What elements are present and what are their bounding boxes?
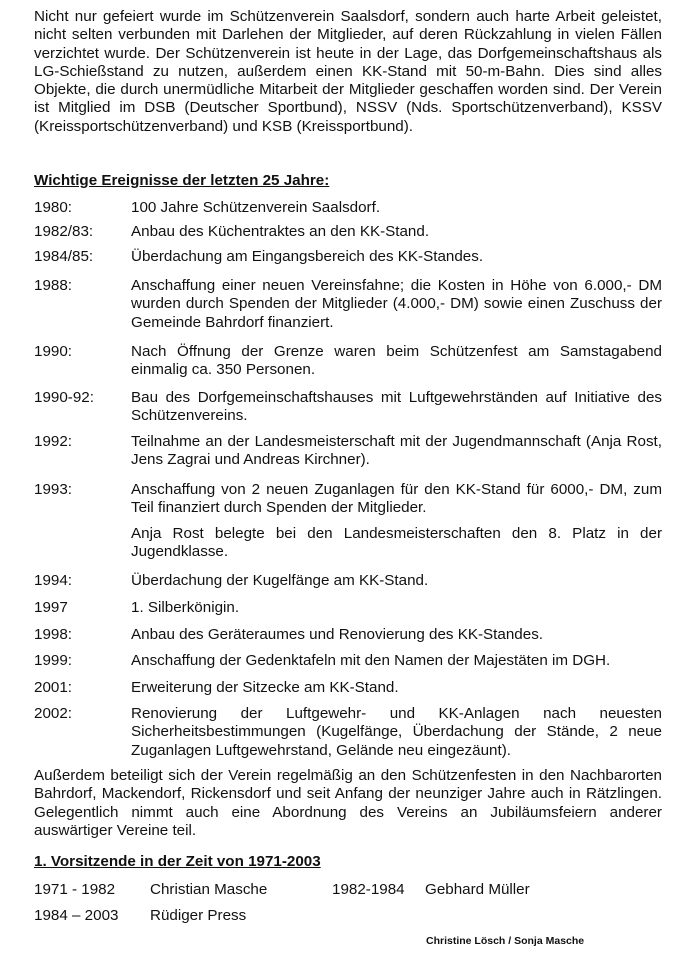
chair-name: Gebhard Müller xyxy=(425,881,530,898)
event-text: Überdachung am Eingangsbereich des KK-Standes. xyxy=(131,248,484,265)
chairs-heading: 1. Vorsitzende in der Zeit von 1971-2003 xyxy=(34,853,321,870)
chair-name: Rüdiger Press xyxy=(150,907,247,924)
event-text: Anbau des Küchentraktes an den KK-Stand. xyxy=(131,223,430,240)
event-date: 1998: xyxy=(34,626,73,643)
event-date: 1999: xyxy=(34,652,73,669)
event-date: 1988: xyxy=(34,277,73,294)
event-text: Teilnahme an der Landesmeisterschaft mit der Jugendmannschaft (Anja Rost, Jens Zagrai und Andreas Kirchner). xyxy=(131,433,662,469)
chair-name: Christian Masche xyxy=(150,881,268,898)
event-text: Anschaffung der Gedenktafeln mit den Namen der Majestäten im DGH. xyxy=(131,652,611,669)
event-date: 1982/83: xyxy=(34,223,94,240)
event-text: Anja Rost belegte bei den Landesmeisterschaften den 8. Platz in der Jugendklasse. xyxy=(131,525,662,561)
event-date: 1984/85: xyxy=(34,248,94,265)
author-signature: Christine Lösch / Sonja Masche xyxy=(426,935,585,947)
event-date: 1997 xyxy=(34,599,68,616)
event-text: 1. Silberkönigin. xyxy=(131,599,240,616)
event-date: 2002: xyxy=(34,705,73,722)
events-heading: Wichtige Ereignisse der letzten 25 Jahre: xyxy=(34,172,330,189)
event-date: 1992: xyxy=(34,433,73,450)
event-text: Anschaffung von 2 neuen Zuganlagen für den KK-Stand für 6000,- DM, zum Teil finanziert durch Spenden der Mitglieder. xyxy=(131,481,662,517)
event-text: 100 Jahre Schützenverein Saalsdorf. xyxy=(131,199,381,216)
event-date: 1993: xyxy=(34,481,73,498)
event-text: Nach Öffnung der Grenze waren beim Schützenfest am Samstagabend einmalig ca. 350 Personen. xyxy=(131,343,662,379)
event-text: Anbau des Geräteraumes und Renovierung des KK-Standes. xyxy=(131,626,544,643)
chair-period: 1982-1984 xyxy=(332,881,405,898)
event-text: Überdachung der Kugelfänge am KK-Stand. xyxy=(131,572,429,589)
outro-paragraph: Außerdem beteiligt sich der Verein regelmäßig an den Schützenfesten in den Nachbarorten Bahrdorf, Mackendorf, Rickensdorf und seit Anfang der neunziger Jahre auch in Rätzlingen. Gelegentlich nimmt auch eine Abordnung des Vereins an Jubiläumsfeiern anderer auswärtiger Vereine teil. xyxy=(34,767,662,839)
event-date: 1990: xyxy=(34,343,73,360)
chair-period: 1971 - 1982 xyxy=(34,881,116,898)
event-text: Anschaffung einer neuen Vereinsfahne; die Kosten in Höhe von 6.000,- DM wurden durch Spenden der Mitglieder (4.000,- DM) sowie einen Zuschuss der Gemeinde Bahrdorf finanziert. xyxy=(131,277,662,331)
event-text: Bau des Dorfgemeinschaftshauses mit Luftgewehrständen auf Initiative des Schützenvereins. xyxy=(131,389,662,425)
event-date: 2001: xyxy=(34,679,73,696)
event-date: 1980: xyxy=(34,199,73,216)
event-text: Renovierung der Luftgewehr- und KK-Anlagen nach neuesten Sicherheitsbestimmungen (Kugelfänge, Überdachung der Stände, 2 neue Zuganlagen Luftgewehrstand, Gelände neu eingezäunt). xyxy=(131,705,662,759)
chair-period: 1984 – 2003 xyxy=(34,907,119,924)
event-date: 1994: xyxy=(34,572,73,589)
intro-paragraph: Nicht nur gefeiert wurde im Schützenverein Saalsdorf, sondern auch harte Arbeit geleistet, nicht selten verbunden mit Darlehen der Mitglieder, auf deren Rückzahlung in vielen Fällen verzichtet wurde. Der Schützenverein ist heute in der Lage, das Dorfgemeinschaftshaus als LG-Schießstand zu nutzen, außerdem einen KK-Stand mit 50-m-Bahn. Dies sind alles Objekte, die durch unermüdliche Mitarbeit der Mitglieder geschaffen worden sind. Der Verein ist Mitglied im DSB (Deutscher Sportbund), NSSV (Nds. Sportschützenverband), KSSV (Kreissportschützenverband) und KSB (Kreissportbund). xyxy=(34,8,662,135)
event-date: 1990-92: xyxy=(34,389,94,406)
event-text: Erweiterung der Sitzecke am KK-Stand. xyxy=(131,679,399,696)
